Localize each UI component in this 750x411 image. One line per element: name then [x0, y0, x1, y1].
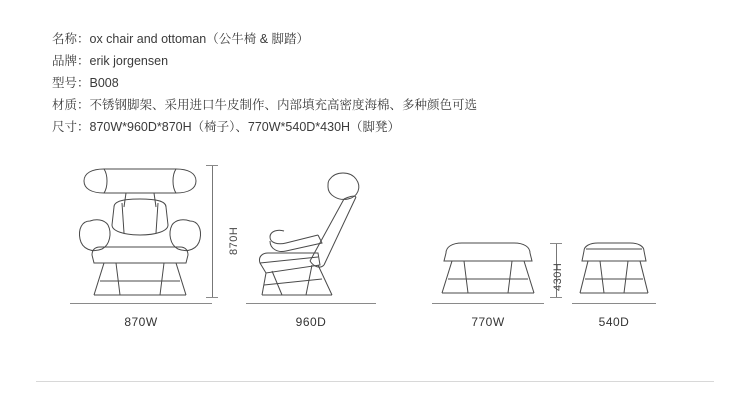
ottoman-height-tick-top: [550, 243, 562, 244]
spec-line-material: 材质：不锈钢脚架、采用进口牛皮制作、内部填充高密度海棉、多种颜色可选: [52, 98, 478, 112]
spec-line-model: 型号：B008: [52, 76, 119, 90]
chair-front-baseline: [70, 303, 212, 304]
spec-list: [52, 28, 712, 138]
chair-front-caption: 870W: [124, 315, 158, 329]
ottoman-side-view: [572, 237, 656, 299]
chair-front-view: [70, 163, 210, 303]
chair-height-tick-top: [206, 165, 218, 166]
chair-height-tick-bottom: [206, 297, 218, 298]
spec-line-dimensions: 尺寸：870W*960D*870H（椅子）、770W*540D*430H（脚凳）: [52, 120, 401, 134]
chair-height-label: 870H: [228, 226, 240, 255]
chair-side-view: [248, 169, 378, 303]
ottoman-height-tick-bottom: [550, 297, 562, 298]
footer-divider: [36, 381, 714, 382]
ottoman-front-baseline: [432, 303, 544, 304]
spec-line-brand: 品牌：erik jorgensen: [52, 54, 169, 68]
ottoman-front-view: [432, 237, 544, 299]
ottoman-side-caption: 540D: [598, 315, 630, 329]
ottoman-front-caption: 770W: [471, 315, 505, 329]
chair-height-dimension-line: [212, 165, 213, 297]
ottoman-height-label: 430H: [552, 262, 564, 291]
dimension-diagram: [0, 155, 750, 345]
chair-side-baseline: [246, 303, 376, 304]
spec-line-name: 名称：ox chair and ottoman（公牛椅 & 脚踏）: [52, 32, 310, 46]
ottoman-side-baseline: [572, 303, 656, 304]
chair-side-caption: 960D: [295, 315, 327, 329]
